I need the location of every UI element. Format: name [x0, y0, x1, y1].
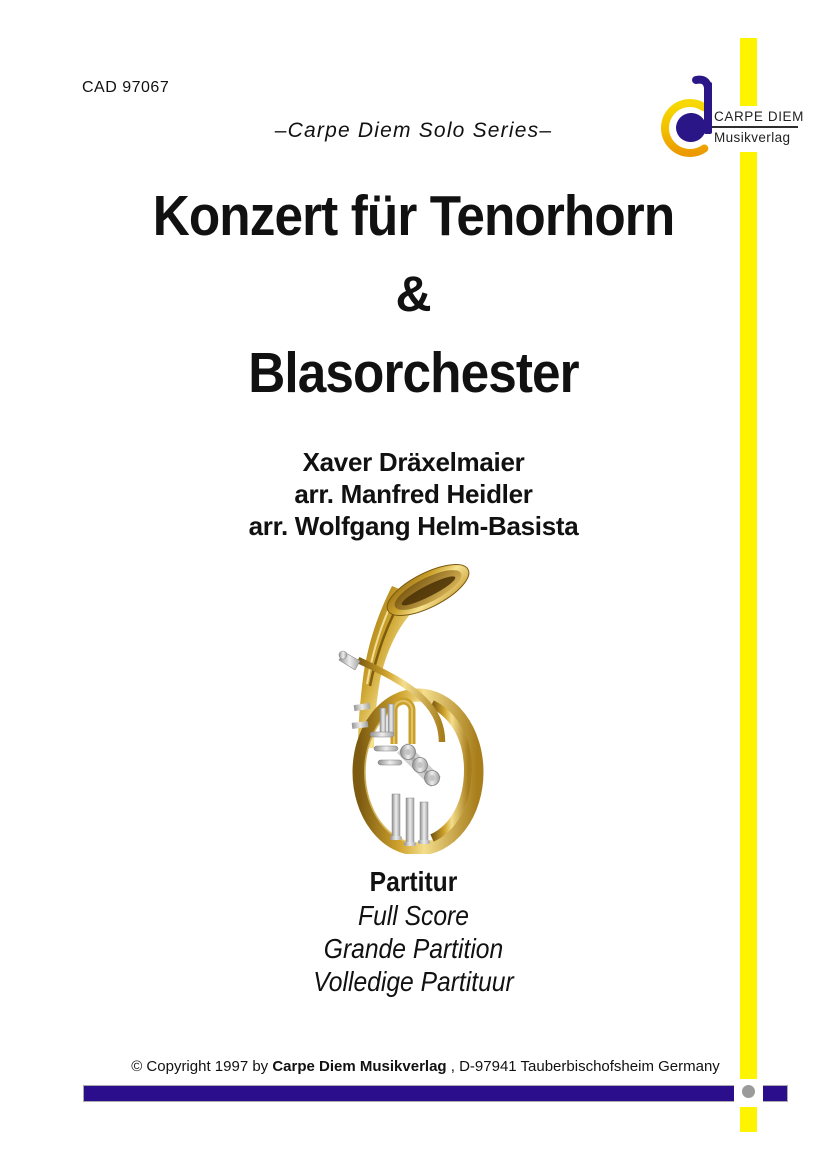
tenorhorn-image [336, 556, 510, 854]
copyright-publisher: Carpe Diem Musikverlag [272, 1058, 447, 1075]
copyright-prefix: © Copyright 1997 by [131, 1058, 273, 1075]
score-type-de: Partitur [369, 866, 458, 897]
title-ampersand: & [395, 266, 432, 322]
publisher-note-crescent-icon [648, 70, 720, 170]
arranger-1: arr. Manfred Heidler [294, 479, 533, 509]
publisher-wordmark [712, 106, 805, 152]
title-line-2: Blasorchester [248, 341, 579, 405]
copyright-line [0, 1058, 827, 1075]
score-type-translations [50, 899, 778, 998]
footer-accent-bar [84, 1086, 787, 1101]
credits-block [0, 446, 827, 542]
score-type-nl: Volledige Partituur [313, 966, 514, 997]
copyright-suffix: , D-97941 Tauberbischofsheim Germany [446, 1058, 720, 1075]
publisher-subname: Musikverlag [714, 130, 791, 145]
publisher-name: CARPE DIEM [712, 106, 798, 128]
series-line: –Carpe Diem Solo Series– [274, 119, 553, 142]
catalog-number: CAD 97067 [82, 79, 170, 96]
arranger-2: arr. Wolfgang Helm-Basista [248, 511, 579, 541]
composer-name: Xaver Dräxelmaier [302, 447, 525, 477]
score-type-fr: Grande Partition [323, 933, 504, 964]
title-line-1: Konzert für Tenorhorn [152, 184, 675, 248]
footer-gray-dot [742, 1085, 755, 1098]
score-type-en: Full Score [358, 900, 469, 931]
